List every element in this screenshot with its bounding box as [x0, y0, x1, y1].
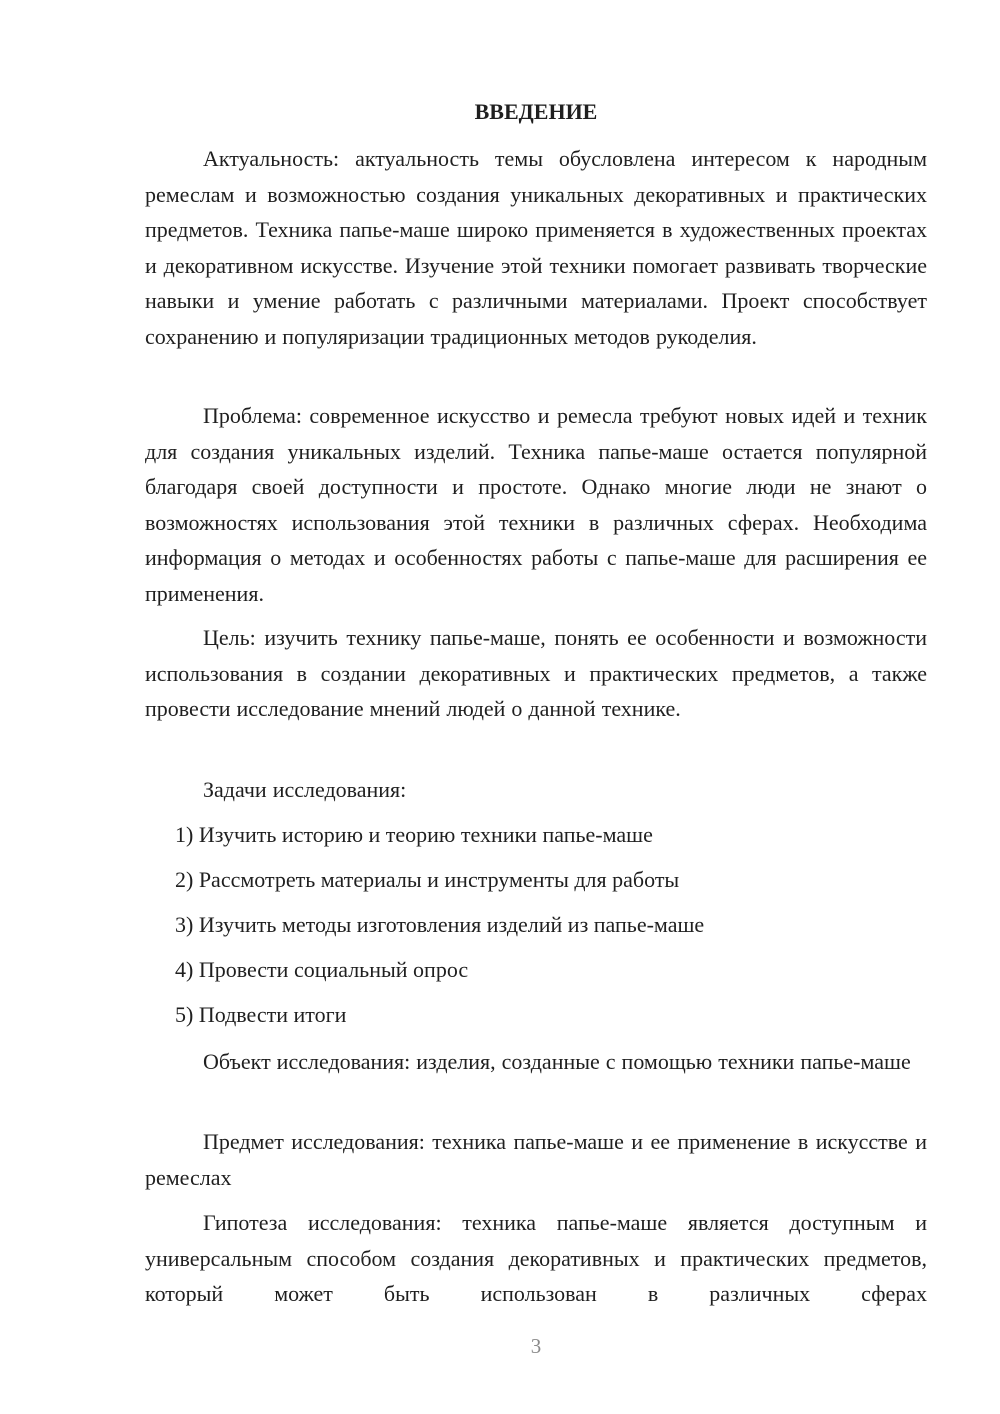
problem-block [145, 398, 927, 611]
tasks-heading-block [145, 772, 927, 808]
task-item-3: 3) Изучить методы изготовления изделий из папье-маше [175, 912, 705, 937]
relevance-paragraph: Актуальность: актуальность темы обусловлена интересом к народным ремеслам и возможностью создания уникальных декоративных и практических предметов. Техника папье-маше широко применяется в художественных проектах и декоративном искусстве. Изучение этой техники помогает развивать творческие навыки и умение работать с различными материалами. Проект способствует сохранению и популяризации традиционных методов рукоделия. [145, 146, 927, 349]
hypothesis-paragraph: Гипотеза исследования: техника папье-маше является доступным и универсальным способом создания декоративных и практических предметов, который может быть использован в различных сферах [145, 1210, 927, 1306]
section-title: ВВЕДЕНИЕ [474, 99, 598, 124]
goal-block [145, 620, 927, 727]
task-item-2: 2) Рассмотреть материалы и инструменты для работы [175, 867, 680, 892]
subject-block [145, 1124, 927, 1195]
problem-paragraph: Проблема: современное искусство и ремесла требуют новых идей и техник для создания уникальных изделий. Техника папье-маше остается популярной благодаря своей доступности и простоте. Однако многие люди не знают о возможностях использования этой техники в различных сферах. Необходима информация о методах и особенностях работы с папье-маше для расширения ее применения. [145, 403, 927, 606]
object-block [145, 1044, 927, 1080]
page-number: 3 [530, 1334, 542, 1358]
tasks-heading: Задачи исследования: [203, 777, 407, 802]
object-paragraph: Объект исследования: изделия, созданные с помощью техники папье-маше [203, 1049, 911, 1074]
task-item-1: 1) Изучить историю и теорию техники папье-маше [175, 822, 653, 847]
task-item-5: 5) Подвести итоги [175, 1002, 347, 1027]
relevance-block [145, 141, 927, 354]
task-item-4: 4) Провести социальный опрос [175, 957, 469, 982]
hypothesis-block [145, 1205, 927, 1312]
subject-paragraph: Предмет исследования: техника папье-маше и ее применение в искусстве и ремеслах [145, 1129, 927, 1190]
goal-paragraph: Цель: изучить технику папье-маше, понять ее особенности и возможности использования в создании декоративных и практических предметов, а также провести исследование мнений людей о данной технике. [145, 625, 927, 721]
